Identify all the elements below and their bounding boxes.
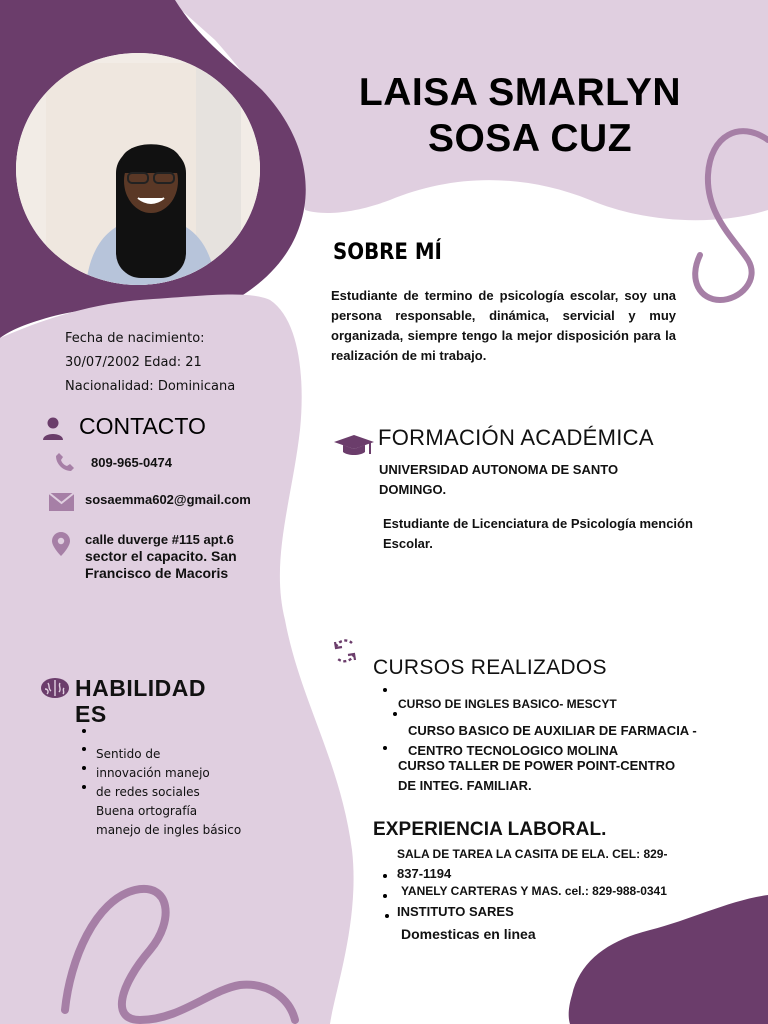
address-line3: Francisco de Macoris: [85, 565, 229, 581]
skill-item: innovación manejo: [96, 766, 210, 780]
course-item3-line1: CURSO TALLER DE POWER POINT-CENTRO: [398, 758, 676, 773]
skill-item: Buena ortografía: [96, 804, 198, 818]
skills-title-line1: HABILIDAD: [75, 675, 206, 701]
experience-bullet: [383, 874, 387, 878]
skills-bullet: [82, 766, 86, 770]
graduation-cap-icon: [334, 433, 374, 459]
experience-bullet: [383, 894, 387, 898]
contact-phone[interactable]: 809-965-0474: [91, 455, 172, 470]
course-item: [408, 721, 697, 761]
course-item: [398, 756, 675, 796]
person-icon: [42, 416, 64, 440]
nationality: Nacionalidad: Dominicana: [65, 379, 236, 394]
skills-title-line2: ES: [75, 701, 107, 727]
contact-title: CONTACTO: [79, 413, 206, 439]
course-item3-line2: DE INTEG. FAMILIAR.: [398, 778, 532, 793]
experience-item: [397, 844, 667, 884]
contact-email[interactable]: sosaemma602@gmail.com: [85, 492, 251, 507]
course-bullet: [383, 688, 387, 692]
birth-label: Fecha de nacimiento:: [65, 331, 205, 346]
phone-icon: [55, 452, 75, 472]
skills-title: [75, 675, 206, 727]
degree-line2: Escolar.: [383, 536, 433, 551]
left-light-panel: [0, 295, 354, 1024]
profile-photo: [16, 53, 260, 285]
course-bullet: [383, 746, 387, 750]
degree-line1: Estudiante de Licenciatura de Psicología mención: [383, 516, 693, 531]
skills-bullet: [82, 747, 86, 751]
address-line1: calle duverge #115 apt.6: [85, 532, 234, 547]
skills-bullet: [82, 729, 86, 733]
experience-item: Domesticas en linea: [401, 926, 536, 942]
experience-title: EXPERIENCIA LABORAL.: [373, 819, 607, 840]
school-line2: DOMINGO.: [379, 482, 447, 497]
about-text: Estudiante de termino de psicología escolar, soy una persona responsable, dinámica, servicial y muy organizada, siempre tengo la mejor disposición para la realización de mi trabajo.: [331, 288, 676, 363]
refresh-icon: [332, 638, 358, 664]
skill-item: Sentido de: [96, 747, 161, 761]
experience-item1-line1: SALA DE TAREA LA CASITA DE ELA. CEL: 829-: [397, 847, 668, 861]
course-bullet: [393, 712, 397, 716]
skill-item: de redes sociales: [96, 785, 200, 799]
address-line2: sector el capacito. San: [85, 548, 237, 564]
photo-illustration: [16, 53, 260, 285]
course-item: CURSO DE INGLES BASICO- MESCYT: [398, 697, 617, 711]
personal-info: [65, 327, 265, 399]
course-item2-line2: CENTRO TECNOLOGICO MOLINA: [408, 743, 619, 758]
about-title: SOBRE MÍ: [333, 240, 442, 265]
name-line1: LAISA SMARLYN: [358, 71, 682, 114]
skills-list: [96, 745, 241, 840]
skill-item: manejo de ingles básico: [96, 823, 242, 837]
skills-bullet: [82, 785, 86, 789]
experience-item1-line2: 837-1194: [397, 866, 452, 881]
education-title: FORMACIÓN ACADÉMICA: [378, 425, 654, 450]
experience-bullet: [385, 914, 389, 918]
birth-age: 30/07/2002 Edad: 21: [65, 355, 202, 370]
mail-icon: [49, 493, 74, 511]
bottom-right-dark-blob: [569, 895, 768, 1024]
location-pin-icon: [52, 532, 70, 556]
education-school: [379, 460, 618, 500]
experience-item: YANELY CARTERAS Y MAS. cel.: 829-988-0341: [401, 884, 667, 898]
brain-icon: [40, 677, 70, 699]
school-line1: UNIVERSIDAD AUTONOMA DE SANTO: [379, 462, 619, 477]
contact-address: [85, 531, 237, 582]
course-item2-line1: CURSO BASICO DE AUXILIAR DE FARMACIA -: [408, 723, 697, 738]
experience-item: INSTITUTO SARES: [397, 904, 514, 919]
education-degree: [383, 514, 693, 554]
name-line2: SOSA CUZ: [427, 117, 633, 160]
courses-title: CURSOS REALIZADOS: [373, 656, 607, 679]
